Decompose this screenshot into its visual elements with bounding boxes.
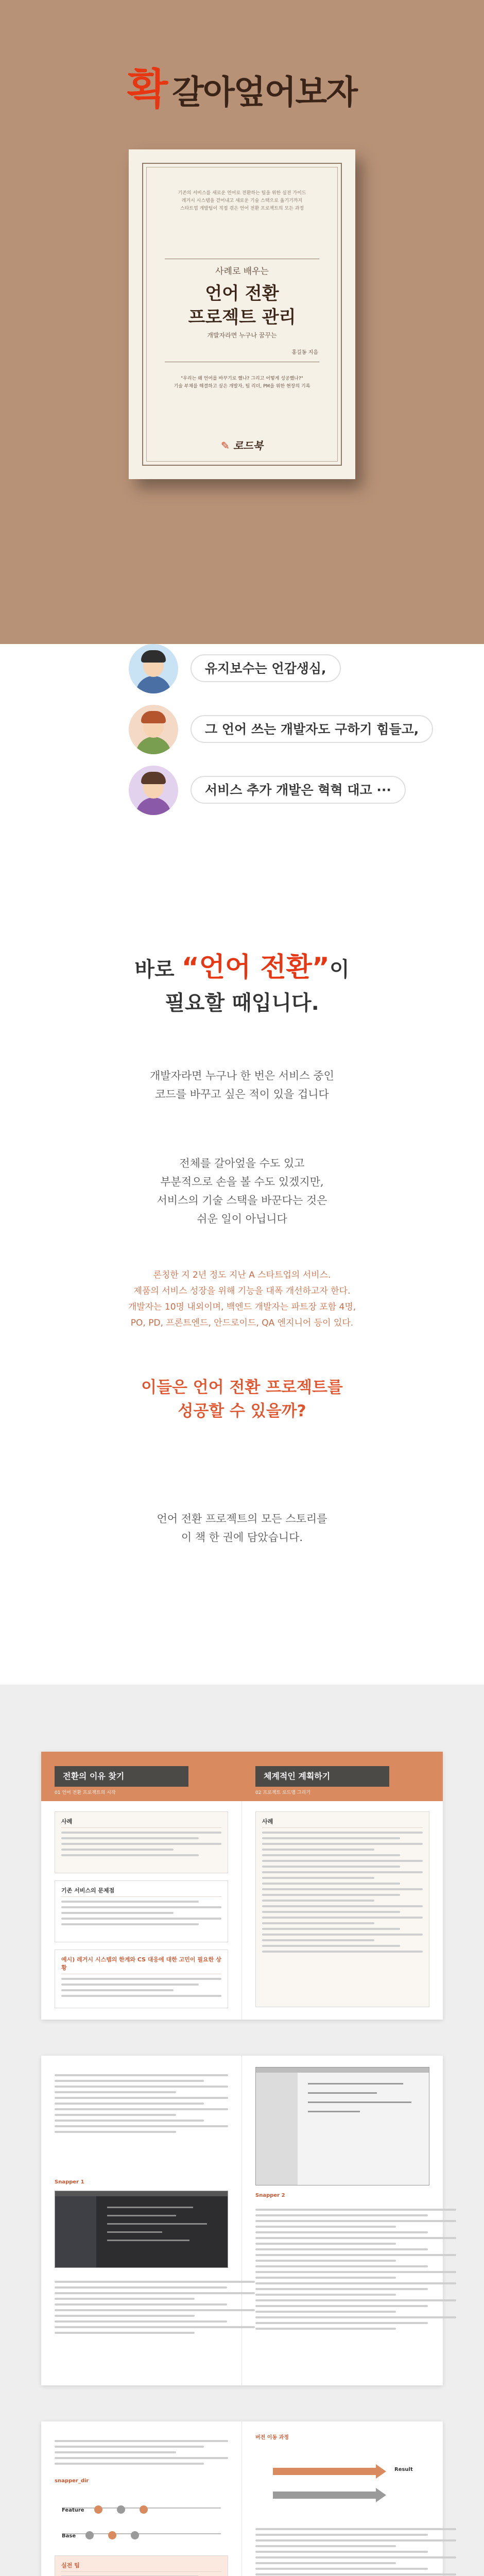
book-title-line1: 언어 전환 <box>205 283 279 304</box>
persona-bubble: 그 언어 쓰는 개발자도 구하기 힘들고, <box>191 715 433 743</box>
headline <box>0 945 484 984</box>
flow-diagram <box>62 2504 221 2514</box>
developer-avatar-icon <box>129 644 178 693</box>
book-title-line2: 프로젝트 관리 <box>188 307 296 328</box>
intro-question <box>0 1376 484 1423</box>
paragraph-line: 개발자라면 누구나 한 번은 서비스 중인 <box>150 1070 334 1082</box>
paragraph-line: 언어 전환 프로젝트의 모든 스토리를 <box>157 1513 327 1525</box>
chapter-subtitle: 01 언어 전환 프로젝트의 시작 <box>55 1790 116 1795</box>
book-publisher-logo <box>129 437 355 452</box>
book-spread-2 <box>41 2056 443 2385</box>
problem-box-title: 기존 서비스의 문제점 <box>61 1886 221 1897</box>
screenshot-figure <box>55 2191 228 2268</box>
spread-page-right <box>242 2056 443 2385</box>
chapter-subtitle: 02 프로젝트 로드맵 그리기 <box>255 1790 310 1795</box>
spread-page-right <box>242 2421 443 2576</box>
developer-avatar-icon <box>129 705 178 754</box>
flow-diagram <box>62 2530 221 2540</box>
book-publisher: 로드북 <box>233 439 263 452</box>
persona-row <box>129 705 419 754</box>
book-spread-1 <box>41 1752 443 2020</box>
paragraph-line: 코드를 바꾸고 싶은 적이 있을 겁니다 <box>155 1088 329 1100</box>
book-blurb <box>159 190 325 213</box>
scenario-line: PO, PD, 프론트엔드, 안드로이드, QA 엔지니어 등이 있다. <box>130 1318 354 1328</box>
example-box <box>55 1950 228 2008</box>
scenario-line: 개발자는 10명 내외이며, 백엔드 개발자는 파트장 포함 4명, <box>128 1302 356 1312</box>
spread-page-left <box>41 2056 242 2385</box>
intro-scenario <box>0 1267 484 1331</box>
paragraph-line: 부분적으로 손을 볼 수도 있겠지만, <box>160 1176 324 1188</box>
problem-box <box>55 1880 228 1942</box>
headline-post: 이 <box>329 958 350 981</box>
case-box-title: 사례 <box>61 1817 221 1828</box>
developer-avatar-icon <box>129 766 178 815</box>
flow-label: Feature <box>62 2507 84 2513</box>
spread-page-right <box>242 1752 443 2020</box>
chapter-title: 전환의 이유 찾기 <box>55 1766 188 1787</box>
arrow-diagram <box>273 2463 412 2509</box>
book-spreads-section <box>0 1685 484 2576</box>
persona-section <box>0 644 484 829</box>
hero-title <box>0 56 484 116</box>
scenario-line: 론칭한 지 2년 정도 지난 A 스타트업의 서비스. <box>153 1270 331 1280</box>
case-box <box>255 1811 429 2007</box>
hero-section <box>0 0 484 644</box>
intro-paragraph-1 <box>0 1066 484 1104</box>
figure-caption: Snapper 2 <box>255 2193 285 2198</box>
tip-box-title: 실전 팁 <box>61 2561 221 2572</box>
headline-line2: 필요할 때입니다. <box>165 991 319 1015</box>
persona-bubble: 유지보수는 언감생심, <box>191 654 341 682</box>
intro-section <box>0 829 484 1685</box>
book-quote <box>155 375 329 391</box>
chapter-title: 체계적인 계획하기 <box>255 1766 389 1787</box>
book-quote-line: 기술 부채를 해결하고 싶은 개발자, 팀 리더, PM을 위한 현장의 기록 <box>174 384 310 389</box>
book-blurb-line: 기존의 서비스를 새로운 언어로 전환하는 팀을 위한 실전 가이드 <box>178 191 306 196</box>
book-author: 홍길동 지음 <box>291 350 318 355</box>
paragraph-line: 전체를 갈아엎을 수도 있고 <box>179 1157 305 1170</box>
spread-page-left <box>41 1752 242 2020</box>
publisher-mark-icon: ✎ <box>221 439 233 452</box>
figure-caption: snapper_dir <box>55 2478 89 2484</box>
spread-page-left <box>41 2421 242 2576</box>
arrow-label: Result <box>394 2467 413 2472</box>
paragraph-line: 쉬운 일이 아닙니다 <box>197 1213 287 1225</box>
paragraph-line: 서비스의 기술 스택을 바꾼다는 것은 <box>157 1194 327 1207</box>
headline-pre: 바로 <box>134 958 175 981</box>
book-quote-line: "우리는 왜 언어를 바꾸기로 했나? 그리고 어떻게 성공했나?" <box>181 376 303 381</box>
example-box-title: 예시) 레거시 시스템의 한계와 CS 대응에 대한 고민이 필요한 상황 <box>61 1955 221 1974</box>
headline-emphasis: “언어 전환” <box>181 952 330 983</box>
question-line: 이들은 언어 전환 프로젝트를 <box>141 1378 343 1397</box>
hero-title-rest: 갈아엎어보자 <box>172 74 357 112</box>
book-spread-3 <box>41 2421 443 2576</box>
flow-label: Base <box>62 2533 76 2539</box>
persona-bubble: 서비스 추가 개발은 혁혁 대고 ··· <box>191 776 406 804</box>
case-box-title: 사례 <box>262 1817 423 1828</box>
book-blurb-line: 스타트업 개발팀이 직접 겪은 언어 전환 프로젝트의 모든 과정 <box>180 206 304 211</box>
book-subtitle: 사례로 배우는 <box>215 266 269 277</box>
tip-box <box>55 2555 228 2576</box>
paragraph-line: 이 책 한 권에 담았습니다. <box>181 1531 303 1544</box>
figure-caption: Snapper 1 <box>55 2179 84 2185</box>
screenshot-figure <box>255 2067 429 2185</box>
question-line: 성공할 수 있을까? <box>178 1402 306 1420</box>
intro-paragraph-2 <box>0 1154 484 1228</box>
section-heading: 버전 이동 과정 <box>255 2435 289 2441</box>
scenario-line: 제품의 서비스 성장을 위해 기능을 대폭 개선하고자 한다. <box>133 1286 351 1296</box>
book-tagline: 개발자라면 누구나 꿈꾸는 <box>207 332 277 339</box>
hero-title-big: 확 <box>127 65 167 114</box>
book-cover <box>129 149 355 479</box>
persona-row <box>129 766 391 815</box>
persona-row <box>129 644 386 693</box>
book-blurb-line: 레거시 시스템을 걷어내고 새로운 기술 스택으로 옮기기까지 <box>181 198 303 204</box>
case-box <box>55 1811 228 1873</box>
intro-paragraph-4 <box>0 1510 484 1547</box>
